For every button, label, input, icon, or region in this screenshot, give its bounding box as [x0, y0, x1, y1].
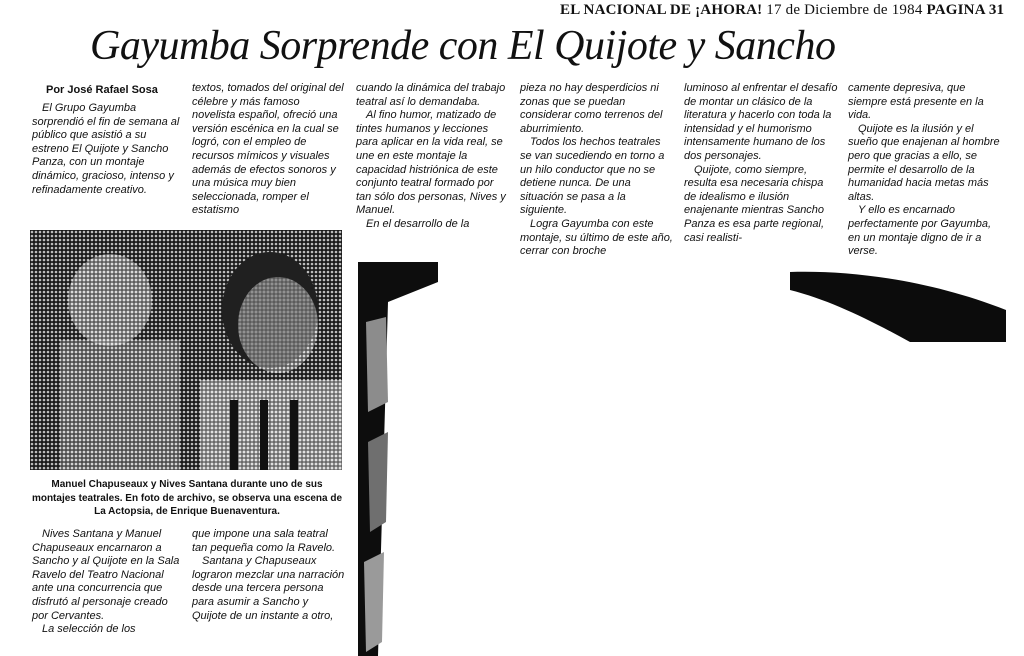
- paragraph: Al fino humor, matizado de tintes humanos y lecciones para aplicar en la vida real, se une en este montaje la capacidad histriónica de este conjunto teatral formado por tan sólo dos personas, Nives y Manuel.: [356, 109, 506, 217]
- article-column-2: [192, 82, 346, 218]
- publication-name: EL NACIONAL DE ¡AHORA!: [560, 2, 763, 18]
- paragraph: Quijote es la ilusión y el sueño que enajenan al hombre pero que gracias a ello, se permite el desarrollo de la humanidad hacia metas más altas.: [848, 122, 1000, 203]
- paragraph: Y ello es encarnado perfectamente por Gayumba, en un montaje digno de ir a verse.: [848, 204, 992, 258]
- paragraph: Todos los hechos teatrales se van sucediendo en torno a un hilo conductor que no se detiene nunca. De una situación se pasa a la siguiente.: [520, 136, 665, 217]
- paragraph: camente depresiva, que siempre está presente en la vida.: [848, 82, 984, 122]
- paragraph: Quijote, como siempre, resulta esa necesaria chispa de idealismo e ilusión enajenante mientras Sancho Panza es esa parte regional, casi realisti-: [684, 163, 825, 244]
- photo-caption: Manuel Chapuseaux y Nives Santana durante uno de sus montajes teatrales. En foto de archivo, se observa una escena de La Actopsia, de Enrique Buenaventura.: [31, 479, 343, 517]
- article-photo: [30, 230, 342, 470]
- page-number: PAGINA 31: [926, 2, 1005, 18]
- paragraph: Logra Gayumba con este montaje, su último de este año, cerrar con broche: [520, 217, 673, 258]
- publication-date: 17 de Diciembre de 1984: [766, 2, 923, 18]
- secondary-photo: [358, 262, 438, 656]
- paragraph: El Grupo Gayumba sorprendió el fin de semana al público que asistió a su estreno El Quijote y Sancho Panza, con un montaje dinámico, gracioso, intenso y refinadamente creativo.: [32, 102, 180, 196]
- paragraph: cuando la dinámica del trabajo teatral así lo demandaba.: [356, 82, 506, 108]
- photo-dark-strip: [358, 262, 438, 656]
- article-column-7: [32, 528, 182, 637]
- article-column-4: [520, 82, 674, 259]
- article-column-3: [356, 82, 508, 232]
- paragraph: Nives Santana y Manuel Chapuseaux encarnaron a Sancho y al Quijote en la Sala Ravelo del Teatro Nacional ante una concurrencia que disfrutó al personaje creado por Cervantes.: [32, 528, 180, 622]
- paragraph: textos, tomados del original del célebre y más famoso novelista español, ofreció una versión escénica en la cual se logró, con el empleo de recursos mímicos y visuales además de efectos sonoros y una música muy bien seleccionada, romper el estatismo: [192, 82, 344, 217]
- article-column-6: [848, 82, 1006, 259]
- paragraph: que impone una sala teatral tan pequeña como la Ravelo.: [192, 528, 336, 554]
- byline: Por José Rafael Sosa: [46, 84, 158, 96]
- photo-dark-wedge: [790, 270, 1006, 342]
- photo-halftone: [30, 230, 342, 470]
- article-column-1: [32, 102, 182, 197]
- article-column-8: [192, 528, 346, 623]
- page-header: [560, 2, 1004, 19]
- paragraph: La selección de los: [42, 623, 136, 636]
- headline: Gayumba Sorprende con El Quijote y Sancho: [90, 23, 836, 69]
- paragraph: luminoso al enfrentar el desafío de montar un clásico de la literatura y hacerlo con toda la intensidad y el humorismo intensamente humano de los dos personajes.: [684, 82, 838, 162]
- tertiary-photo: [790, 270, 1006, 342]
- paragraph: Santana y Chapuseaux lograron mezclar una narración desde una tercera persona para asumir a Sancho y Quijote de un instante a otro,: [192, 555, 345, 622]
- paragraph: pieza no hay desperdicios ni zonas que se puedan considerar como terrenos del aburrimiento.: [520, 82, 663, 135]
- article-column-5: [684, 82, 838, 245]
- paragraph: En el desarrollo de la: [366, 217, 470, 230]
